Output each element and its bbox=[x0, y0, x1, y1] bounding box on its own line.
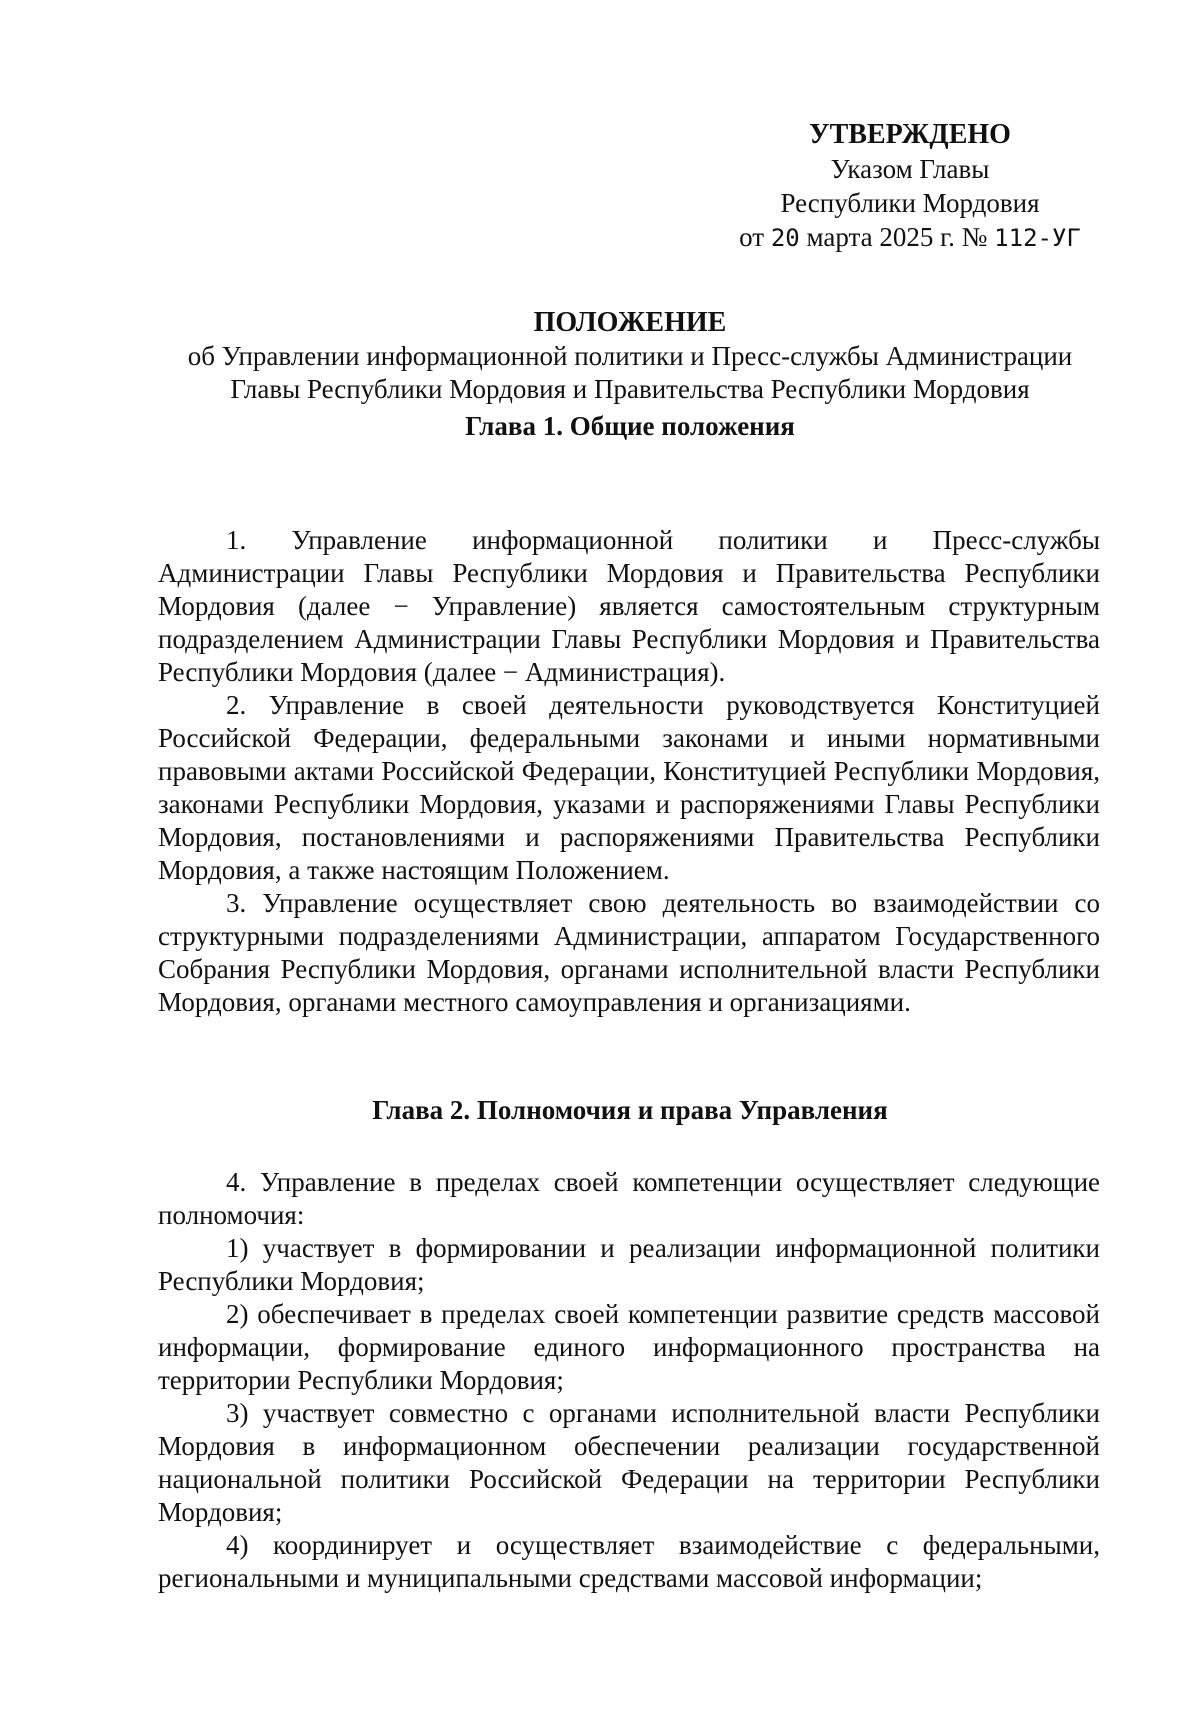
approval-stamp bbox=[720, 118, 1100, 255]
paragraph: 1. Управление информационной политики и Пресс-службы Администрации Главы Республики Мордовия и Правительства Республики Мордовия (далее − Управление) является самостоятельным структурным подразделением Администрации Главы Республики Мордовия и Правительства Республики Мордовия (далее − Администрация). bbox=[158, 525, 1100, 687]
approval-line1: Указом Главы bbox=[830, 154, 990, 184]
paragraph: 1) участвует в формировании и реализации информационной политики Республики Мордовия; bbox=[158, 1233, 1100, 1296]
document-subtitle-line2: Главы Республики Мордовия и Правительства Республики Мордовия bbox=[230, 374, 1030, 404]
approval-title: УТВЕРЖДЕНО bbox=[809, 119, 1011, 150]
paragraph: 4) координирует и осуществляет взаимодействие с федеральными, региональными и муниципальными средствами массовой информации; bbox=[158, 1530, 1100, 1593]
chapter2-body bbox=[158, 1166, 1100, 1595]
approval-day: 20 bbox=[770, 224, 800, 252]
paragraph: 3. Управление осуществляет свою деятельность во взаимодействии со структурными подразделениями Администрации, аппаратом Государственного Собрания Республики Мордовия, органами исполнительной власти Республики Мордовия, органами местного самоуправления и организациями. bbox=[158, 888, 1100, 1017]
document-title-block bbox=[150, 306, 1110, 406]
paragraph: 2) обеспечивает в пределах своей компетенции развитие средств массовой информации, формирование единого информационного пространства на территории Республики Мордовия; bbox=[158, 1299, 1100, 1395]
chapter1-heading: Глава 1. Общие положения bbox=[465, 411, 795, 441]
chapter2-heading: Глава 2. Полномочия и права Управления bbox=[372, 1095, 888, 1125]
approval-number: 112-УГ bbox=[994, 224, 1081, 252]
approval-line2: Республики Мордовия bbox=[780, 188, 1040, 218]
paragraph: 3) участвует совместно с органами исполнительной власти Республики Мордовия в информационном обеспечении реализации государственной национальной политики Российской Федерации на территории Республики Мордовия; bbox=[158, 1398, 1100, 1527]
paragraph: 4. Управление в пределах своей компетенции осуществляет следующие полномочия: bbox=[158, 1167, 1100, 1230]
chapter1-body bbox=[158, 524, 1100, 1019]
document-title: ПОЛОЖЕНИЕ bbox=[533, 307, 727, 338]
approval-date-prefix: от bbox=[739, 222, 765, 252]
paragraph: 2. Управление в своей деятельности руководствуется Конституцией Российской Федерации, федеральными законами и иными нормативными правовыми актами Российской Федерации, Конституцией Республики Мордовия, законами Республики Мордовия, указами и распоряжениями Главы Республики Мордовия, постановлениями и распоряжениями Правительства Республики Мордовия, а также настоящим Положением. bbox=[158, 690, 1100, 885]
document-subtitle-line1: об Управлении информационной политики и Пресс-службы Администрации bbox=[187, 341, 1073, 371]
approval-month-year: марта 2025 г. № bbox=[806, 222, 988, 252]
approval-date-line bbox=[720, 220, 1100, 255]
